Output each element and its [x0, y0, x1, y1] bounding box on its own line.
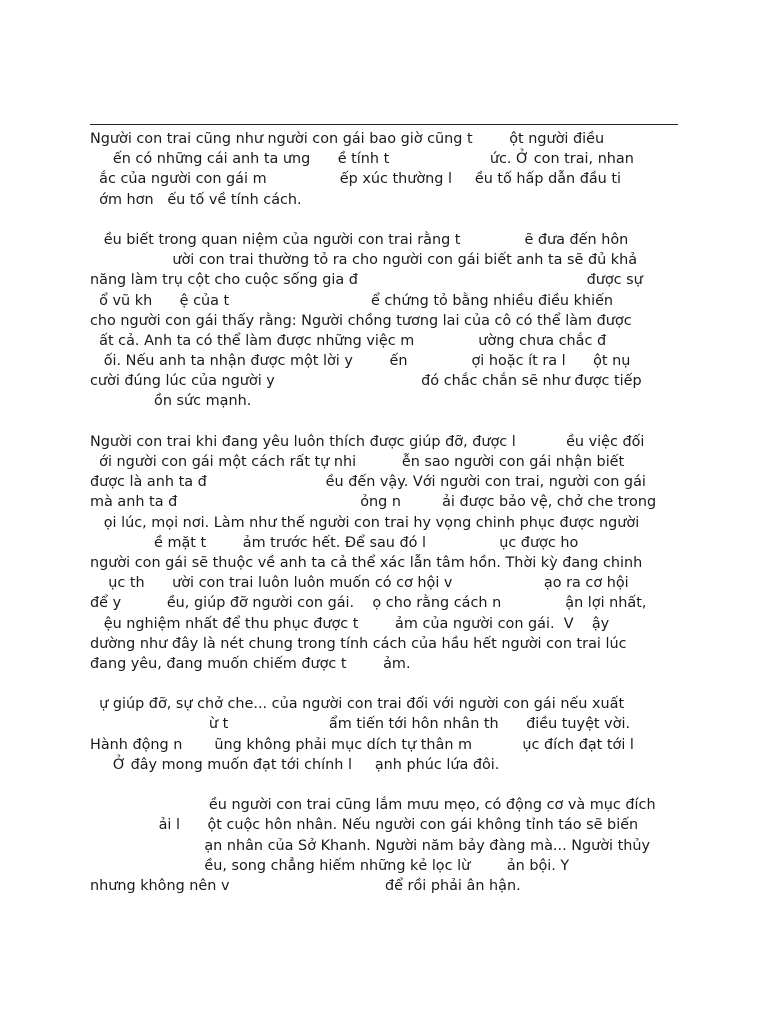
- text-line: ới người con gái một cách rất tự nhi ễn sao người con gái nhận biết: [90, 454, 625, 470]
- text-line: ười con trai thường tỏ ra cho người con gái biết anh ta sẽ đủ khả: [90, 252, 638, 269]
- paragraph: [90, 795, 680, 896]
- text-line: mà anh ta đ ỏng n ải được bảo vệ, chở che trong: [90, 494, 657, 511]
- text-line: ều người con trai cũng lắm mưu mẹo, có động cơ và mục đích: [90, 797, 656, 814]
- text-line: ến có những cái anh ta ưng ề tính t ức. Ở con trai, nhan: [90, 151, 634, 168]
- text-line: Ở đây mong muốn đạt tới chính l ạnh phúc lứa đôi.: [90, 756, 500, 773]
- text-line: nhưng không nên v để rồi phải ân hận.: [90, 877, 521, 894]
- top-horizontal-rule: [90, 124, 678, 125]
- paragraph: [90, 230, 680, 412]
- text-line: Người con trai khi đang yêu luôn thích được giúp đỡ, được l ều việc đối: [90, 433, 645, 450]
- text-line: ất cả. Anh ta có thể làm được những việc m ường chưa chắc đ: [90, 332, 607, 349]
- text-line: ều, song chẳng hiếm những kẻ lọc lừ ản bội. Y: [90, 857, 570, 874]
- text-line: ắc của người con gái m ếp xúc thường l ều tố hấp dẫn đầu ti: [90, 171, 622, 188]
- text-line: Hành động n ũng không phải mục dích tự thân m ục đích đạt tới l: [90, 736, 634, 753]
- text-line: ạn nhân của Sở Khanh. Người năm bảy đàng mà... Người thủy: [90, 837, 651, 854]
- text-line: Người con trai cũng như người con gái bao giờ cũng t ột người điều: [90, 131, 605, 147]
- text-line: ối. Nếu anh ta nhận được một lời y ến ợi hoặc ít ra l ột nụ: [90, 353, 631, 370]
- text-line: ọi lúc, mọi nơi. Làm như thế người con trai hy vọng chinh phục được người: [90, 514, 640, 531]
- paragraph: [90, 694, 680, 775]
- text-line: năng làm trụ cột cho cuộc sống gia đ được sự: [90, 272, 643, 289]
- text-line: ồn sức mạnh.: [90, 393, 252, 410]
- text-line: cười đúng lúc của người y đó chắc chắn sẽ như được tiếp: [90, 373, 642, 390]
- text-line: người con gái sẽ thuộc về anh ta cả thể xác lẫn tâm hồn. Thời kỳ đang chinh: [90, 554, 643, 571]
- text-line: dường như đây là nét chung trong tính cách của hầu hết người con trai lúc: [90, 635, 627, 652]
- paragraph: [90, 432, 680, 674]
- text-line: để y ều, giúp đỡ người con gái. ọ cho rằng cách n ận lợi nhất,: [90, 595, 647, 612]
- text-line: ớm hơn ếu tố về tính cách.: [90, 191, 302, 208]
- text-line: cho người con gái thấy rằng: Người chồng tương lai của cô có thể làm được: [90, 312, 632, 329]
- text-line: ự giúp đỡ, sự chở che... của người con trai đối với người con gái nếu xuất: [90, 696, 625, 713]
- document-body: [90, 129, 680, 916]
- text-line: ục th ười con trai luôn luôn muốn có cơ hội v ạo ra cơ hội: [90, 575, 629, 592]
- text-line: ệu nghiệm nhất để thu phục được t ảm của người con gái. V ậy: [90, 615, 610, 632]
- text-line: ều biết trong quan niệm của người con trai rằng t ẽ đưa đến hôn: [90, 231, 629, 248]
- text-line: ề mặt t ảm trước hết. Để sau đó l ục được ho: [90, 534, 579, 551]
- paragraph: [90, 129, 680, 210]
- text-line: ổ vũ kh ệ của t ể chứng tỏ bằng nhiều điều khiến: [90, 292, 614, 309]
- text-line: ải l ột cuộc hôn nhân. Nếu người con gái không tỉnh táo sẽ biến: [90, 817, 639, 834]
- text-line: ừ t ẩm tiến tới hôn nhân th điều tuyệt vời.: [90, 716, 631, 733]
- text-line: đang yêu, đang muốn chiếm được t ảm.: [90, 655, 411, 672]
- text-line: được là anh ta đ ều đến vậy. Với người con trai, người con gái: [90, 474, 646, 491]
